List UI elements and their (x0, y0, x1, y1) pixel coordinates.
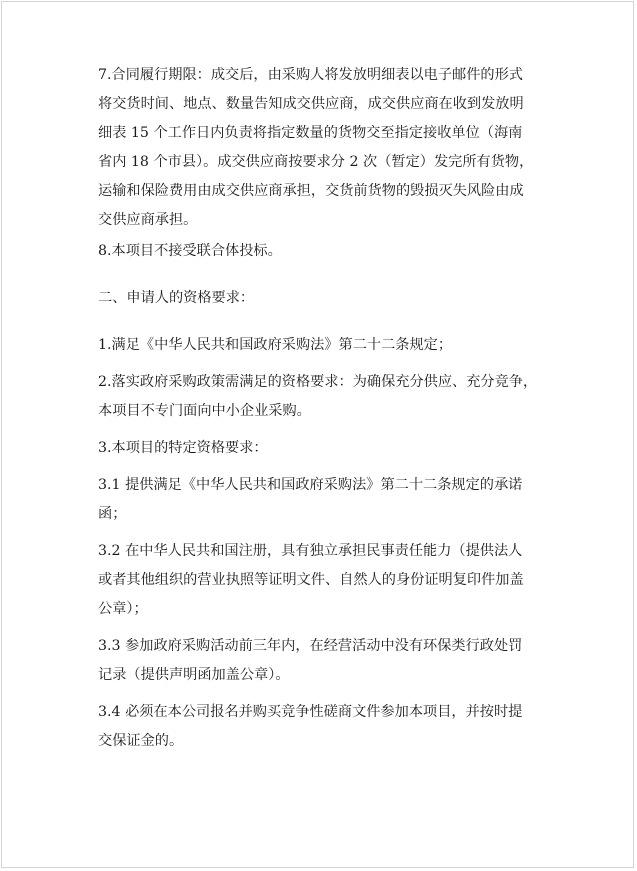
requirement-3-2 (98, 537, 544, 624)
requirement-3-3 (98, 632, 544, 690)
section-heading-qualifications: 二、申请人的资格要求： (98, 290, 255, 306)
text-line: 3.2 在中华人民共和国注册，具有独立承担民事责任能力（提供法人 (98, 543, 523, 559)
text-line: 交供应商承担。 (98, 212, 198, 228)
text-line: 本项目不专门面向中小企业采购。 (98, 403, 311, 419)
text-line: 3.3 参加政府采购活动前三年内，在经营活动中没有环保类行政处罚 (98, 638, 523, 654)
text-line: 运输和保险费用由成交供应商承担，交货前货物的毁损灭失风险由成 (98, 183, 524, 199)
document-body (98, 61, 544, 756)
paragraph-contract-period (98, 61, 544, 235)
text-line: 或者其他组织的营业执照等证明文件、自然人的身份证明复印件加盖 (98, 572, 524, 588)
text-line: 记录（提供声明函加盖公章）。 (98, 667, 290, 683)
text-line: 将交货时间、地点、数量告知成交供应商，成交供应商在收到发放明 (98, 96, 524, 112)
text-line: 2.落实政府采购政策需满足的资格要求：为确保充分供应、充分竞争， (98, 374, 538, 390)
text-line: 3.1 提供满足《中华人民共和国政府采购法》第二十二条规定的承诺 (98, 477, 523, 493)
text-line: 交保证金的。 (98, 733, 184, 749)
requirement-3: 3.本项目的特定资格要求： (98, 440, 268, 456)
text-line: 3.4 必须在本公司报名并购买竞争性磋商文件参加本项目，并按时提 (98, 704, 523, 720)
text-line: 省内 18 个市县）。成交供应商按要求分 2 次（暂定）发完所有货物， (98, 154, 534, 170)
requirement-3-1 (98, 471, 544, 529)
requirement-2 (98, 368, 544, 426)
requirement-3-4 (98, 698, 544, 756)
requirement-1: 1.满足《中华人民共和国政府采购法》第二十二条规定； (98, 337, 453, 353)
paragraph-no-consortium: 8.本项目不接受联合体投标。 (98, 243, 282, 259)
text-line: 7.合同履行期限：成交后，由采购人将发放明细表以电子邮件的形式 (98, 67, 523, 83)
text-line: 公章）； (98, 601, 148, 617)
text-line: 细表 15 个工作日内负责将指定数量的货物交至指定接收单位（海南 (98, 125, 523, 141)
document-page (1, 1, 634, 868)
text-line: 函； (98, 506, 127, 522)
